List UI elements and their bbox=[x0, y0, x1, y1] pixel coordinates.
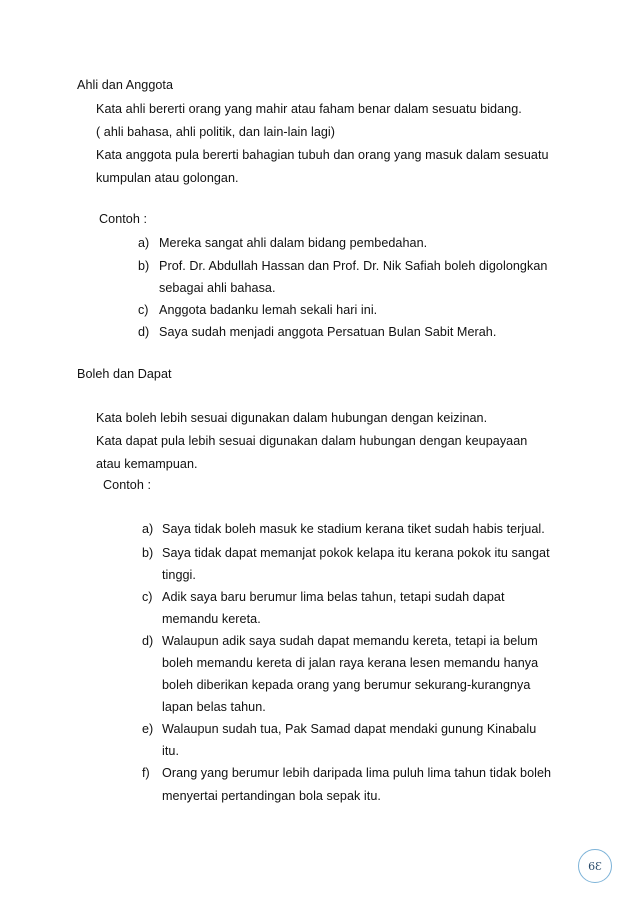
list-marker: d) bbox=[138, 325, 150, 339]
paragraph-line: Kata boleh lebih sesuai digunakan dalam hubungan dengan keizinan. bbox=[96, 411, 488, 425]
list-item-text: Anggota badanku lemah sekali hari ini. bbox=[159, 303, 378, 317]
paragraph-line: Kata dapat pula lebih sesuai digunakan dalam hubungan dengan keupayaan bbox=[96, 434, 528, 448]
list-item-text: Walaupun adik saya sudah dapat memandu kereta, tetapi ia belum bbox=[162, 634, 538, 648]
list-marker: b) bbox=[138, 259, 150, 273]
list-marker: d) bbox=[142, 634, 154, 648]
list-item-text: Saya sudah menjadi anggota Persatuan Bulan Sabit Merah. bbox=[159, 325, 497, 339]
list-marker: f) bbox=[142, 766, 150, 780]
paragraph-line: Kata anggota pula bererti bahagian tubuh dan orang yang masuk dalam sesuatu bbox=[96, 148, 549, 162]
list-item-text: memandu kereta. bbox=[162, 612, 261, 626]
section-heading: Boleh dan Dapat bbox=[77, 367, 172, 381]
list-item-text: Saya tidak boleh masuk ke stadium kerana tiket sudah habis terjual. bbox=[162, 522, 545, 536]
list-item-text: sebagai ahli bahasa. bbox=[159, 281, 276, 295]
list-item-text: lapan belas tahun. bbox=[162, 700, 266, 714]
list-item-text: itu. bbox=[162, 744, 179, 758]
list-item-text: Saya tidak dapat memanjat pokok kelapa itu kerana pokok itu sangat bbox=[162, 546, 550, 560]
list-item-text: boleh memandu kereta di jalan raya kerana lesen memandu hanya bbox=[162, 656, 539, 670]
list-marker: c) bbox=[142, 590, 153, 604]
page-number: 6Ɛ bbox=[588, 859, 602, 873]
list-item-text: Mereka sangat ahli dalam bidang pembedahan. bbox=[159, 236, 428, 250]
paragraph-line: kumpulan atau golongan. bbox=[96, 171, 239, 185]
list-item-text: tinggi. bbox=[162, 568, 196, 582]
paragraph-line: atau kemampuan. bbox=[96, 457, 198, 471]
list-item-text: Prof. Dr. Abdullah Hassan dan Prof. Dr. Nik Safiah boleh digolongkan bbox=[159, 259, 548, 273]
list-item-text: menyertai pertandingan bola sepak itu. bbox=[162, 789, 381, 803]
list-marker: e) bbox=[142, 722, 154, 736]
list-marker: a) bbox=[142, 522, 154, 536]
list-marker: b) bbox=[142, 546, 154, 560]
paragraph-line: ( ahli bahasa, ahli politik, dan lain-lain lagi) bbox=[96, 125, 336, 139]
list-marker: a) bbox=[138, 236, 150, 250]
contoh-label: Contoh : bbox=[99, 212, 148, 226]
list-marker: c) bbox=[138, 303, 149, 317]
section-heading: Ahli dan Anggota bbox=[77, 78, 174, 92]
paragraph-line: Kata ahli bererti orang yang mahir atau faham benar dalam sesuatu bidang. bbox=[96, 102, 522, 116]
page-number-badge bbox=[578, 849, 612, 883]
list-item-text: boleh diberikan kepada orang yang berumur sekurang-kurangnya bbox=[162, 678, 531, 692]
list-item-text: Walaupun sudah tua, Pak Samad dapat mendaki gunung Kinabalu bbox=[162, 722, 537, 736]
list-item-text: Orang yang berumur lebih daripada lima puluh lima tahun tidak boleh bbox=[162, 766, 552, 780]
list-item-text: Adik saya baru berumur lima belas tahun, tetapi sudah dapat bbox=[162, 590, 505, 604]
contoh-label: Contoh : bbox=[103, 478, 152, 492]
